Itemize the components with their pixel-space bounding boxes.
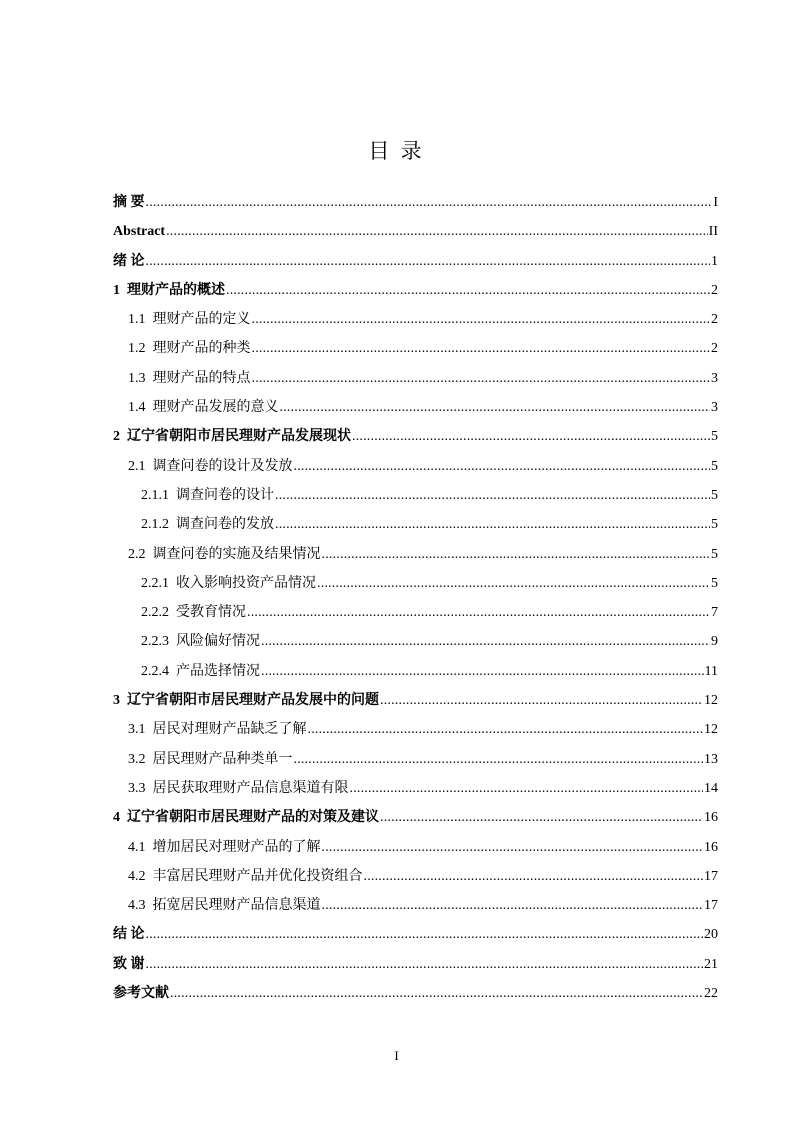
toc-dot-leader <box>317 569 710 598</box>
toc-entry-title: Abstract <box>113 224 166 240</box>
toc-entry-page: 11 <box>704 663 718 679</box>
toc-entry-number: 1.1 <box>128 312 146 328</box>
toc-dot-leader <box>322 540 711 569</box>
toc-dot-leader <box>322 891 704 920</box>
toc-entry-title: 致 谢 <box>113 956 145 972</box>
toc-entry-title: 辽宁省朝阳市居民理财产品发展现状 <box>127 429 351 445</box>
toc-entry-page: II <box>708 224 718 240</box>
toc-entry-chapter-3 <box>113 686 718 715</box>
toc-entry-title: 参考文献 <box>113 986 169 1002</box>
toc-entry-title: 风险偏好情况 <box>176 634 260 650</box>
toc-entry-page: 5 <box>711 575 718 591</box>
toc-entry-title: 理财产品发展的意义 <box>152 400 279 416</box>
toc-entry-page: 12 <box>704 722 718 738</box>
toc-dot-leader <box>308 715 704 744</box>
toc-entry-title: 增加居民对理财产品的了解 <box>152 839 321 855</box>
toc-entry-title: 拓宽居民理财产品信息渠道 <box>152 898 321 914</box>
toc-entry-number: 1.3 <box>128 370 146 386</box>
toc-dot-leader <box>294 745 704 774</box>
toc-dot-leader <box>146 247 711 276</box>
toc-entry-introduction <box>113 247 718 276</box>
toc-entry-title: 理财产品的种类 <box>152 341 251 357</box>
toc-entry-abstract-cn <box>113 188 718 217</box>
toc-entry-title: 调查问卷的设计 <box>176 487 274 503</box>
toc-entry-title: 收入影响投资产品情况 <box>176 575 316 591</box>
toc-entry-title: 结 论 <box>113 927 145 943</box>
toc-entry-number: 2.2.4 <box>141 663 169 679</box>
toc-entry-number: 2.1.1 <box>141 487 169 503</box>
toc-dot-leader <box>261 657 704 686</box>
toc-dot-leader <box>252 334 711 363</box>
toc-entry-title: 理财产品的特点 <box>152 370 251 386</box>
table-of-contents <box>113 188 718 1008</box>
toc-entry-page: 3 <box>711 370 718 386</box>
toc-entry-acknowledgements <box>113 950 718 979</box>
toc-entry-section-2-2 <box>113 540 718 569</box>
toc-dot-leader <box>275 481 710 510</box>
toc-entry-chapter-4 <box>113 803 718 832</box>
toc-entry-page: 2 <box>711 282 718 298</box>
toc-entry-number: 2.1 <box>128 458 146 474</box>
toc-dot-leader <box>380 686 703 715</box>
toc-entry-page: 22 <box>704 986 718 1002</box>
toc-entry-title: 居民理财产品种类单一 <box>152 751 293 767</box>
toc-entry-section-1-4 <box>113 393 718 422</box>
toc-dot-leader <box>166 217 708 246</box>
toc-entry-page: 5 <box>711 429 718 445</box>
toc-entry-title: 绪 论 <box>113 253 145 269</box>
toc-entry-references <box>113 979 718 1008</box>
toc-entry-title: 调查问卷的实施及结果情况 <box>152 546 321 562</box>
toc-entry-section-2-2-3 <box>113 627 718 656</box>
toc-entry-page: 14 <box>704 780 718 796</box>
toc-entry-section-4-1 <box>113 833 718 862</box>
toc-entry-page: 17 <box>704 868 718 884</box>
toc-dot-leader <box>252 305 711 334</box>
toc-dot-leader <box>294 452 711 481</box>
toc-dot-leader <box>146 188 713 217</box>
toc-entry-abstract-en <box>113 217 718 246</box>
toc-entry-page: 2 <box>711 312 718 328</box>
toc-entry-title: 理财产品的定义 <box>152 312 251 328</box>
toc-entry-number: 2 <box>113 429 120 445</box>
toc-entry-page: 2 <box>711 341 718 357</box>
toc-entry-number: 1 <box>113 282 120 298</box>
toc-dot-leader <box>226 276 710 305</box>
toc-dot-leader <box>322 833 704 862</box>
toc-entry-title: 理财产品的概述 <box>127 282 225 298</box>
toc-entry-page: 5 <box>711 517 718 533</box>
toc-entry-section-2-1-2 <box>113 510 718 539</box>
toc-entry-page: 5 <box>711 487 718 503</box>
toc-entry-number: 2.2.2 <box>141 605 169 621</box>
toc-entry-chapter-2 <box>113 422 718 451</box>
toc-entry-section-3-2 <box>113 745 718 774</box>
toc-entry-section-1-1 <box>113 305 718 334</box>
toc-dot-leader <box>352 422 710 451</box>
toc-entry-number: 4 <box>113 810 120 826</box>
toc-entry-page: 5 <box>711 546 718 562</box>
toc-entry-number: 3.3 <box>128 780 146 796</box>
toc-entry-number: 2.2.1 <box>141 575 169 591</box>
toc-dot-leader <box>170 979 703 1008</box>
toc-entry-section-2-2-2 <box>113 598 718 627</box>
toc-entry-title: 调查问卷的发放 <box>176 517 274 533</box>
toc-entry-page: 12 <box>704 693 718 709</box>
toc-entry-number: 1.2 <box>128 341 146 357</box>
toc-entry-page: I <box>713 195 718 210</box>
toc-entry-page: 16 <box>704 810 718 826</box>
toc-entry-section-4-3 <box>113 891 718 920</box>
toc-dot-leader <box>252 364 711 393</box>
toc-entry-number: 2.2.3 <box>141 634 169 650</box>
toc-entry-section-4-2 <box>113 862 718 891</box>
toc-entry-section-2-1-1 <box>113 481 718 510</box>
toc-entry-title: 居民对理财产品缺乏了解 <box>152 722 307 738</box>
toc-entry-page: 16 <box>704 839 718 855</box>
toc-dot-leader <box>247 598 710 627</box>
toc-entry-section-1-2 <box>113 334 718 363</box>
toc-entry-page: 20 <box>704 927 718 943</box>
toc-entry-title: 摘 要 <box>113 195 145 210</box>
toc-entry-title: 居民获取理财产品信息渠道有限 <box>152 780 349 796</box>
toc-entry-page: 13 <box>704 751 718 767</box>
toc-entry-section-2-2-1 <box>113 569 718 598</box>
toc-entry-number: 2.1.2 <box>141 517 169 533</box>
toc-dot-leader <box>275 510 710 539</box>
toc-entry-section-2-1 <box>113 452 718 481</box>
toc-entry-page: 3 <box>711 400 718 416</box>
page-number: I <box>394 1048 399 1063</box>
toc-entry-section-1-3 <box>113 364 718 393</box>
toc-dot-leader <box>380 803 703 832</box>
toc-entry-page: 21 <box>704 956 718 972</box>
toc-dot-leader <box>261 627 710 656</box>
toc-entry-section-2-2-4 <box>113 657 718 686</box>
toc-entry-number: 4.3 <box>128 898 146 914</box>
toc-entry-conclusion <box>113 920 718 949</box>
page-title: 目 录 <box>368 139 425 163</box>
toc-entry-title: 丰富居民理财产品并优化投资组合 <box>152 868 363 884</box>
toc-dot-leader <box>146 950 704 979</box>
toc-entry-title: 辽宁省朝阳市居民理财产品发展中的问题 <box>127 693 379 709</box>
toc-entry-number: 4.2 <box>128 868 146 884</box>
toc-entry-page: 9 <box>711 634 718 650</box>
toc-dot-leader <box>146 920 704 949</box>
toc-entry-title: 受教育情况 <box>176 605 246 621</box>
toc-entry-number: 2.2 <box>128 546 146 562</box>
toc-dot-leader <box>364 862 704 891</box>
toc-entry-page: 1 <box>711 253 718 269</box>
toc-entry-title: 产品选择情况 <box>176 663 260 679</box>
toc-dot-leader <box>350 774 704 803</box>
toc-entry-title: 调查问卷的设计及发放 <box>152 458 293 474</box>
toc-entry-section-3-3 <box>113 774 718 803</box>
toc-entry-page: 17 <box>704 898 718 914</box>
toc-entry-section-3-1 <box>113 715 718 744</box>
toc-entry-number: 3.1 <box>128 722 146 738</box>
toc-entry-page: 5 <box>711 458 718 474</box>
toc-entry-chapter-1 <box>113 276 718 305</box>
toc-dot-leader <box>280 393 711 422</box>
toc-entry-page: 7 <box>711 605 718 621</box>
toc-entry-number: 3.2 <box>128 751 146 767</box>
toc-entry-number: 3 <box>113 693 120 709</box>
toc-entry-number: 4.1 <box>128 839 146 855</box>
toc-entry-number: 1.4 <box>128 400 146 416</box>
toc-entry-title: 辽宁省朝阳市居民理财产品的对策及建议 <box>127 810 379 826</box>
